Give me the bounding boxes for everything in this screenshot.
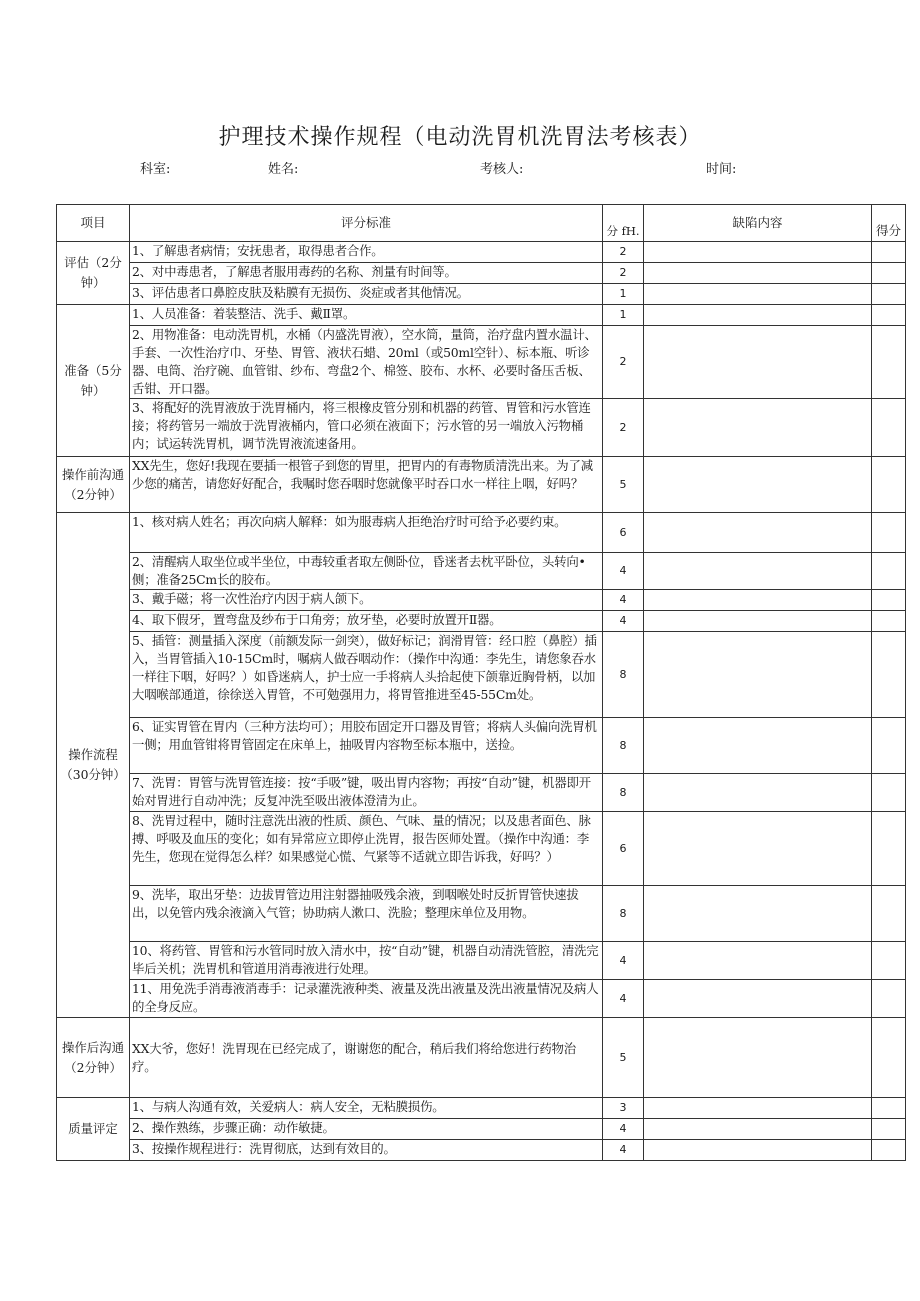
defects-cell[interactable] xyxy=(644,457,872,513)
got-score-cell[interactable] xyxy=(872,513,906,553)
table-row xyxy=(57,886,906,942)
got-score-cell[interactable] xyxy=(872,1140,906,1161)
table-row xyxy=(57,513,906,553)
criteria-cell: 2、操作熟练，步骤正确：动作敏捷。 xyxy=(130,1119,603,1140)
defects-cell[interactable] xyxy=(644,718,872,774)
criteria-cell: 7、洗胃：胃管与洗胃管连接：按“手吸”键，吸出胃内容物；再按“自动”键，机器即开始对胃进行自动冲洗；反复冲洗至吸出液体澄清为止。 xyxy=(130,774,603,812)
criteria-cell: 3、戴手磁；将一次性治疗内因于病人颌下。 xyxy=(130,590,603,611)
criteria-cell: 6、证实胃管在胃内（三种方法均可）；用胶布固定开口器及胃管；将病人头偏向洗胃机一侧；用血管钳将胃管固定在床单上，抽吸胃内容物至标本瓶中，送捡。 xyxy=(130,718,603,774)
criteria-cell: 1、了解患者病情；安抚患者，取得患者合作。 xyxy=(130,242,603,263)
got-score-cell[interactable] xyxy=(872,1098,906,1119)
table-row xyxy=(57,942,906,980)
table-row xyxy=(57,457,906,513)
score-cell: 4 xyxy=(603,1140,644,1161)
category-cell: 操作前沟通（2分钟） xyxy=(57,457,130,513)
score-cell: 5 xyxy=(603,457,644,513)
category-cell: 准备（5分钟） xyxy=(57,305,130,457)
score-cell: 8 xyxy=(603,632,644,718)
score-cell: 8 xyxy=(603,886,644,942)
criteria-cell: 4、取下假牙，置弯盘及纱布于口角旁；放牙垫，必要时放置开Ⅱ器。 xyxy=(130,611,603,632)
criteria-cell: 3、评估患者口鼻腔皮肤及粘膜有无损伤、炎症或者其他情况。 xyxy=(130,284,603,305)
got-score-cell[interactable] xyxy=(872,611,906,632)
criteria-cell: 1、人员准备：着装整洁、洗手、戴Ⅱ罩。 xyxy=(130,305,603,326)
got-score-cell[interactable] xyxy=(872,553,906,590)
header-score: 分 fH. xyxy=(603,205,644,242)
score-cell: 4 xyxy=(603,980,644,1018)
defects-cell[interactable] xyxy=(644,242,872,263)
got-score-cell[interactable] xyxy=(872,812,906,886)
defects-cell[interactable] xyxy=(644,812,872,886)
got-score-cell[interactable] xyxy=(872,980,906,1018)
criteria-cell: XX先生，您好!我现在要插一根管子到您的胃里，把胃内的有毒物质清洗出来。为了减少您的痛苦，请您好好配合，我嘱时您吞咽时您就像平时吞口水一样往上咽，好吗？ xyxy=(130,457,603,513)
score-cell: 4 xyxy=(603,942,644,980)
got-score-cell[interactable] xyxy=(872,886,906,942)
score-cell: 2 xyxy=(603,263,644,284)
page-title: 护理技术操作规程（电动洗胃机洗胃法考核表） xyxy=(218,125,702,150)
score-cell: 5 xyxy=(603,1018,644,1098)
category-cell: 操作后沟通（2分钟） xyxy=(57,1018,130,1098)
defects-cell[interactable] xyxy=(644,980,872,1018)
table-row xyxy=(57,305,906,326)
defects-cell[interactable] xyxy=(644,1018,872,1098)
header-criteria: 评分标准 xyxy=(130,205,603,242)
got-score-cell[interactable] xyxy=(872,263,906,284)
table-row xyxy=(57,611,906,632)
defects-cell[interactable] xyxy=(644,942,872,980)
criteria-cell: 1、核对病人姓名；再次向病人解释：如为服毒病人拒绝治疗时可给予必要约束。 xyxy=(130,513,603,553)
name-label: 姓名: xyxy=(268,162,299,177)
score-cell: 4 xyxy=(603,553,644,590)
score-cell: 2 xyxy=(603,326,644,399)
got-score-cell[interactable] xyxy=(872,942,906,980)
defects-cell[interactable] xyxy=(644,1119,872,1140)
score-cell: 2 xyxy=(603,242,644,263)
examiner-label: 考核人: xyxy=(480,162,524,177)
criteria-cell: 2、对中毒患者，了解患者服用毒药的名称、剂量有时间等。 xyxy=(130,263,603,284)
got-score-cell[interactable] xyxy=(872,457,906,513)
score-cell: 3 xyxy=(603,1098,644,1119)
department-label: 科室: xyxy=(140,162,171,177)
got-score-cell[interactable] xyxy=(872,718,906,774)
got-score-cell[interactable] xyxy=(872,774,906,812)
defects-cell[interactable] xyxy=(644,632,872,718)
got-score-cell[interactable] xyxy=(872,284,906,305)
category-cell: 操作流程（30分钟） xyxy=(57,513,130,1018)
table-row xyxy=(57,1119,906,1140)
score-cell: 6 xyxy=(603,513,644,553)
score-cell: 2 xyxy=(603,399,644,457)
criteria-cell: 8、洗胃过程中，随时注意洗出液的性质、颜色、气味、量的情况；以及患者面色、脉搏、呼吸及血压的变化；如有异常应立即停止洗胃，报告医师处置。（操作中沟通：李先生，您现在觉得怎么样？如果感觉心慌、气紧等不适就立即告诉我，好吗？） xyxy=(130,812,603,886)
criteria-cell: 10、将药管、胃管和污水管同时放入清水中，按“自动”键，机器自动清洗管腔，清洗完毕后关机；洗胃机和管道用消毒液进行处理。 xyxy=(130,942,603,980)
defects-cell[interactable] xyxy=(644,611,872,632)
score-cell: 1 xyxy=(603,284,644,305)
table-row xyxy=(57,1018,906,1098)
table-row xyxy=(57,812,906,886)
criteria-cell: 3、将配好的洗胃液放于洗胃桶内，将三根橡皮管分别和机器的药管、胃管和污水管连接；将药管另一端放于洗胃液桶内，管口必须在液面下；污水管的另一端放入污物桶内；试运转洗胃机，调节洗胃液流速备用。 xyxy=(130,399,603,457)
table-row xyxy=(57,590,906,611)
score-cell: 1 xyxy=(603,305,644,326)
got-score-cell[interactable] xyxy=(872,632,906,718)
table-row xyxy=(57,553,906,590)
defects-cell[interactable] xyxy=(644,284,872,305)
criteria-cell: 11、用免洗手消毒液消毒手：记录灌洗液种类、液量及洗出液量及洗出液量情况及病人的全身反应。 xyxy=(130,980,603,1018)
defects-cell[interactable] xyxy=(644,553,872,590)
criteria-cell: 5、插管：测量插入深度（前额发际一剑突），做好标记；润滑胃管：经口腔（鼻腔）插入，当胃管插入10-15Cm时，嘱病人做吞咽动作：（操作中沟通：李先生，请您象吞水一样往下咽，好吗？）如昏迷病人，护士应一手将病人头拾起使下颌靠近胸骨柄，以加大咽喉部通道，徐徐送入胃管，不可勉强用力，将胃管推进至45-55Cm处。 xyxy=(130,632,603,718)
table-row xyxy=(57,632,906,718)
table-row xyxy=(57,1098,906,1119)
got-score-cell[interactable] xyxy=(872,1018,906,1098)
got-score-cell[interactable] xyxy=(872,242,906,263)
table-row xyxy=(57,1140,906,1161)
defects-cell[interactable] xyxy=(644,1140,872,1161)
score-cell: 6 xyxy=(603,812,644,886)
table-row xyxy=(57,263,906,284)
criteria-cell: 9、洗毕，取出牙垫：边拔胃管边用注射器抽吸残余液，到咽喉处时反折胃管快速拔出，以免管内残余液滴入气管；协助病人漱口、洗脸；整理床单位及用物。 xyxy=(130,886,603,942)
table-body xyxy=(57,242,906,1161)
defects-cell[interactable] xyxy=(644,774,872,812)
category-cell: 质量评定 xyxy=(57,1098,130,1161)
got-score-cell[interactable] xyxy=(872,326,906,399)
defects-cell[interactable] xyxy=(644,513,872,553)
score-cell: 4 xyxy=(603,611,644,632)
table-row xyxy=(57,284,906,305)
got-score-cell[interactable] xyxy=(872,590,906,611)
defects-cell[interactable] xyxy=(644,886,872,942)
score-cell: 8 xyxy=(603,718,644,774)
table-row xyxy=(57,980,906,1018)
table-row xyxy=(57,242,906,263)
score-cell: 8 xyxy=(603,774,644,812)
criteria-cell: 2、清醒病人取坐位或半坐位，中毒较重者取左侧卧位，昏迷者去枕平卧位，头转向•侧；准备25Cm长的胶布。 xyxy=(130,553,603,590)
defects-cell[interactable] xyxy=(644,326,872,399)
got-score-cell[interactable] xyxy=(872,399,906,457)
defects-cell[interactable] xyxy=(644,1098,872,1119)
criteria-cell: 2、用物准备：电动洗胃机，水桶（内盛洗胃液），空水筒，量筒，治疗盘内置水温计、手套、一次性治疗巾、牙垫、胃管、液状石蜡、20ml（或50ml空针）、标本瓶、听诊器、电筒、治疗碗、血管钳、纱布、弯盘2个、棉签、胶布、水杯、必要时备压舌板、舌钳、开口器。 xyxy=(130,326,603,399)
header-got-score: 得分 xyxy=(872,205,906,242)
criteria-cell: XX大爷，您好！洗胃现在已经完成了，谢谢您的配合，稍后我们将给您进行药物治疗。 xyxy=(130,1018,603,1098)
score-cell: 4 xyxy=(603,1119,644,1140)
score-cell: 4 xyxy=(603,590,644,611)
assessment-table xyxy=(56,204,906,1161)
table-row xyxy=(57,399,906,457)
table-row xyxy=(57,718,906,774)
category-cell: 评估（2分钟） xyxy=(57,242,130,305)
defects-cell[interactable] xyxy=(644,305,872,326)
header-item: 项目 xyxy=(57,205,130,242)
defects-cell[interactable] xyxy=(644,399,872,457)
table-row xyxy=(57,774,906,812)
table-row xyxy=(57,326,906,399)
criteria-cell: 3、按操作规程进行：洗胃彻底，达到有效目的。 xyxy=(130,1140,603,1161)
time-label: 时间: xyxy=(706,162,737,177)
defects-cell[interactable] xyxy=(644,590,872,611)
header-defects: 缺陷内容 xyxy=(644,205,872,242)
defects-cell[interactable] xyxy=(644,263,872,284)
got-score-cell[interactable] xyxy=(872,305,906,326)
got-score-cell[interactable] xyxy=(872,1119,906,1140)
criteria-cell: 1、与病人沟通有效，关爱病人：病人安全，无粘膜损伤。 xyxy=(130,1098,603,1119)
